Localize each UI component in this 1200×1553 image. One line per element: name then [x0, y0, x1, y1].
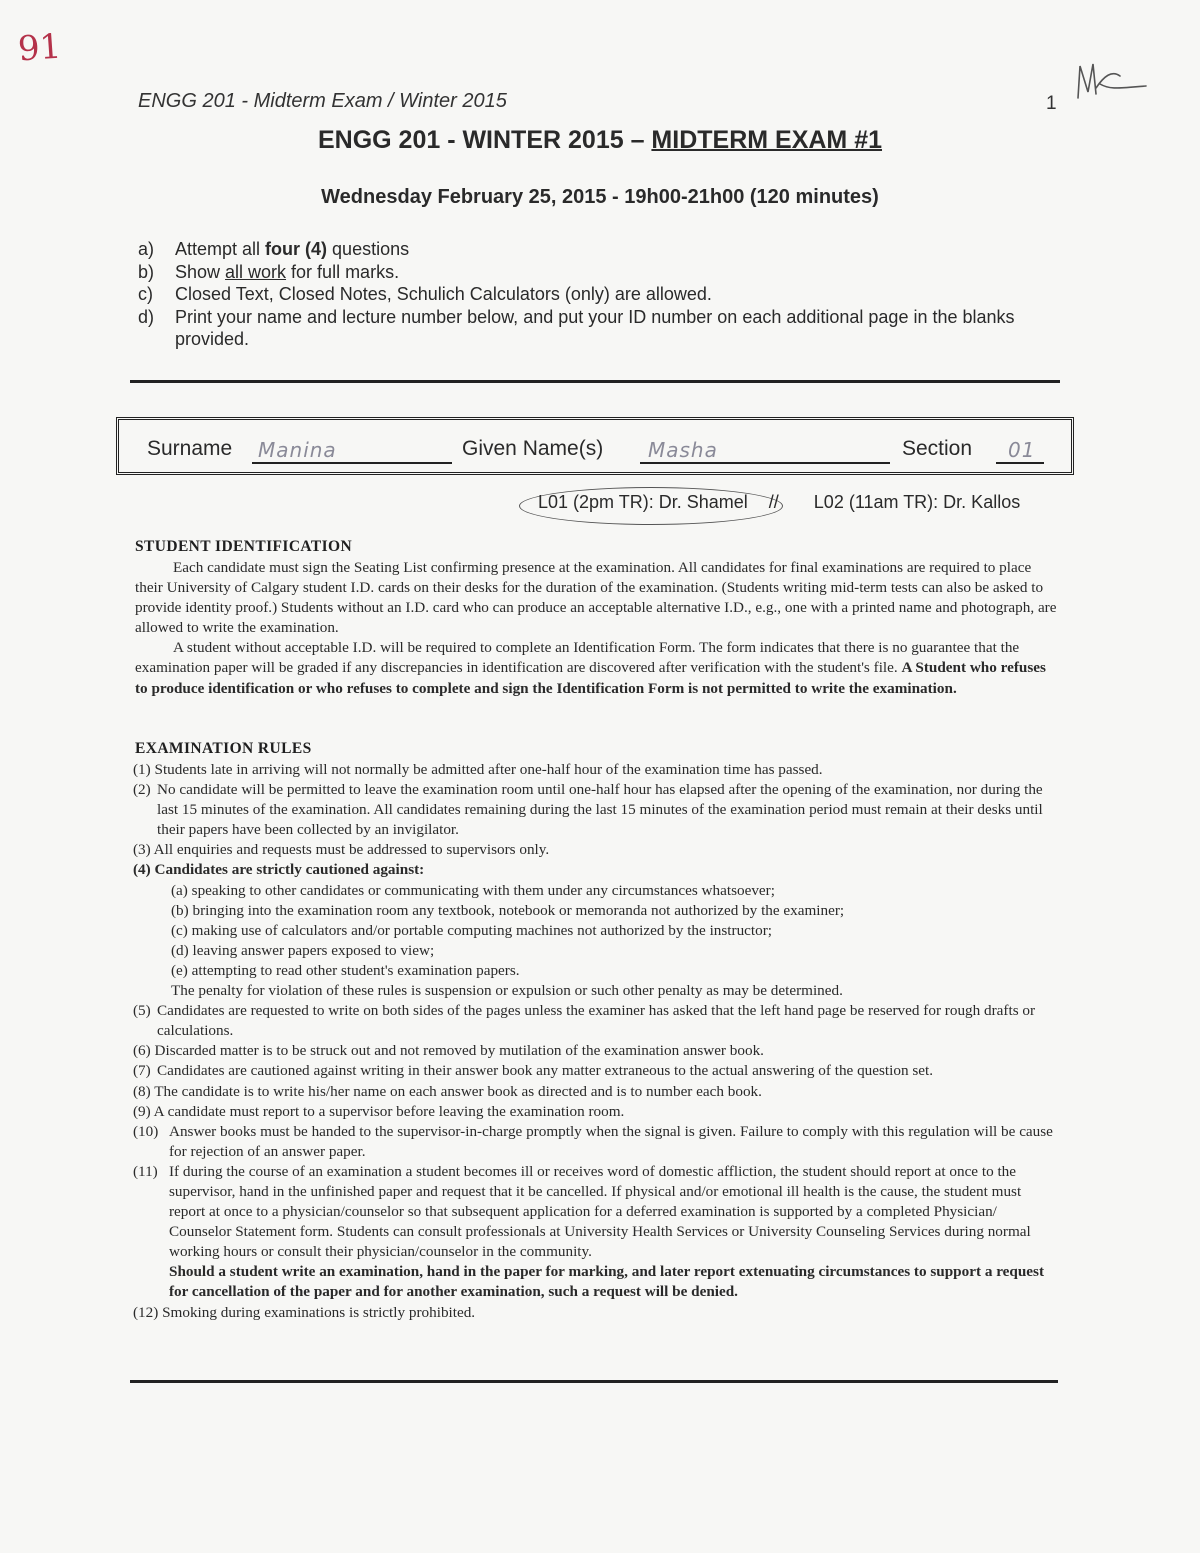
instruction-item — [138, 283, 1038, 306]
rule-4-item: (d) leaving answer papers exposed to view; — [171, 941, 435, 959]
horizontal-rule — [130, 1380, 1058, 1383]
exam-title-underlined: MIDTERM EXAM #1 — [651, 126, 883, 154]
instruction-underline: all work — [225, 261, 287, 282]
instruction-label: b) — [138, 261, 155, 282]
page-number: 1 — [1046, 93, 1057, 114]
surname-field[interactable]: Manina — [258, 438, 337, 462]
rule-6: (6) Discarded matter is to be struck out and not removed by mutilation of the examination answer book. — [133, 1042, 764, 1060]
rule-text: Candidates are requested to write on both sides of the pages unless the examiner has asked that the left hand page be reserved for rough drafts or calculations. — [157, 1002, 1036, 1040]
section-label: Section — [902, 437, 973, 460]
grader-initials-signature — [1060, 54, 1160, 114]
given-name-field[interactable]: Masha — [648, 438, 718, 462]
rule-number: (10) — [133, 1122, 159, 1140]
rule-text: If during the course of an examination a student becomes ill or receives word of domestic affliction, the student should report at once to the supervisor, hand in the unfinished paper and request that it be cancelled. If physical and/or emotional ill health is the cause, the student must report at once to a physician/counselor so that subsequent application for a deferred examination is supported by a completed Physician/ Counselor Statement form. Students can consult professionals at University Health Services or University Counseling Services during normal working hours or consult their physician/counselor in the community. — [169, 1162, 1031, 1261]
section-line — [996, 462, 1044, 464]
horizontal-rule — [130, 380, 1060, 383]
rule-3: (3) All enquiries and requests must be addressed to supervisors only. — [133, 841, 550, 859]
student-id-text — [135, 558, 1058, 699]
instruction-text-part: questions — [327, 239, 410, 259]
surname-label: Surname — [147, 437, 233, 460]
rule-7 — [133, 1061, 1058, 1081]
instruction-emphasis: four (4) — [265, 239, 328, 259]
running-header: ENGG 201 - Midterm Exam / Winter 2015 — [138, 90, 507, 112]
lecture-option-l02[interactable]: L02 (11am TR): Dr. Kallos — [813, 492, 1021, 512]
rule-12: (12) Smoking during examinations is strictly prohibited. — [133, 1303, 476, 1321]
rule-9: (9) A candidate must report to a supervisor before leaving the examination room. — [133, 1102, 625, 1120]
instruction-text-part: Show — [175, 261, 226, 282]
instruction-text: Print your name and lecture number below, and put your ID number on each additional page in the blanks provided. — [175, 306, 1015, 349]
rule-4-item: (c) making use of calculators and/or portable computing machines not authorized by the instructor; — [171, 921, 772, 939]
instruction-label: c) — [138, 284, 153, 304]
student-id-paragraph-2 — [135, 638, 1058, 698]
rule-4-penalty: The penalty for violation of these rules is suspension or expulsion or such other penalty as may be determined. — [171, 982, 843, 1000]
student-id-paragraph-2-text: A student without acceptable I.D. will be required to complete an Identification Form. The form indicates that there is no guarantee that the examination paper will be graded if any discrepancies in identification are discovered after verification with the student's file. — [135, 639, 1020, 677]
rule-number: (11) — [133, 1162, 158, 1180]
student-id-heading: STUDENT IDENTIFICATION — [135, 538, 353, 555]
rule-11-warning: Should a student write an examination, hand in the paper for marking, and later report extenuating circumstances to support a request for cancellation of the paper and for another examination, such a request will be denied. — [169, 1263, 1045, 1301]
rule-text: Answer books must be handed to the supervisor-in-charge promptly when the signal is given. Failure to comply with this regulation will be cause for rejection of an answer paper. — [169, 1122, 1053, 1160]
rule-2 — [133, 780, 1058, 840]
exam-rules-heading: EXAMINATION RULES — [135, 740, 312, 757]
lecture-separator: // — [768, 492, 779, 512]
exam-title-main: ENGG 201 - WINTER 2015 – — [317, 126, 652, 154]
given-name-label: Given Name(s) — [462, 437, 604, 460]
student-id-warning: A Student who refuses to produce identification or who refuses to complete and sign the Identification Form is not permitted to write the examination. — [135, 659, 1046, 697]
instruction-text-part: for full marks. — [286, 261, 400, 282]
instruction-text — [175, 261, 1038, 284]
rule-4: (4) Candidates are strictly cautioned against: — [133, 861, 425, 879]
rule-4-item: (a) speaking to other candidates or communicating with them under any circumstances whatsoever; — [171, 881, 775, 899]
rule-text: Candidates are cautioned against writing in their answer book any matter extraneous to the actual answering of the question set. — [157, 1062, 934, 1080]
instructions-list — [138, 238, 1038, 351]
rule-4-item: (e) attempting to read other student's examination papers. — [171, 961, 520, 979]
instruction-item — [138, 306, 1038, 351]
instruction-label: d) — [138, 306, 155, 327]
section-field[interactable]: 01 — [1008, 438, 1036, 462]
rule-1: (1) Students late in arriving will not normally be admitted after one-half hour of the examination time has passed. — [133, 761, 823, 778]
student-id-paragraph-1: Each candidate must sign the Seating List confirming presence at the examination. All candidates for final examinations are required to place their University of Calgary student I.D. cards on their desks for the duration of the examination. (Students writing mid-term tests can also be asked to provide identity proof.) Students without an I.D. card who can produce an acceptable alternative I.D., e.g., one with a printed name and photograph, are allowed to write the examination. — [135, 559, 1057, 637]
exam-rules-list — [133, 760, 1058, 1323]
exam-date-time: Wednesday February 25, 2015 - 19h00-21h00 (120 minutes) — [321, 186, 879, 208]
rule-10 — [133, 1122, 1058, 1162]
rule-8: (8) The candidate is to write his/her name on each answer book as directed and is to number each book. — [133, 1082, 762, 1100]
instruction-text: Closed Text, Closed Notes, Schulich Calculators (only) are allowed. — [175, 284, 712, 304]
instruction-text-part: Attempt all — [175, 239, 266, 259]
rule-11 — [133, 1162, 1058, 1262]
rule-number: (2) — [133, 781, 151, 799]
lecture-options — [518, 492, 1020, 513]
rule-number: (5) — [133, 1002, 151, 1020]
instruction-item — [138, 238, 1038, 261]
rule-5 — [133, 1001, 1058, 1041]
instruction-text — [175, 238, 1038, 261]
exam-title — [0, 126, 1200, 155]
rule-4-item: (b) bringing into the examination room any textbook, notebook or memoranda not authorized by the examiner; — [171, 901, 845, 919]
instruction-label: a) — [138, 239, 155, 259]
rule-number: (7) — [133, 1062, 151, 1080]
grade-mark: 91 — [16, 26, 63, 70]
rule-text: No candidate will be permitted to leave the examination room until one-half hour has elapsed after the opening of the examination, nor during the last 15 minutes of the examination. All candidates remaining during the last 15 minutes of the examination period must remain at their desks until their papers have been collected by an invigilator. — [157, 781, 1043, 839]
surname-line — [252, 462, 452, 464]
instruction-item — [138, 261, 1038, 284]
given-name-line — [640, 462, 890, 464]
lecture-option-l01[interactable]: L01 (2pm TR): Dr. Shamel — [538, 492, 748, 512]
